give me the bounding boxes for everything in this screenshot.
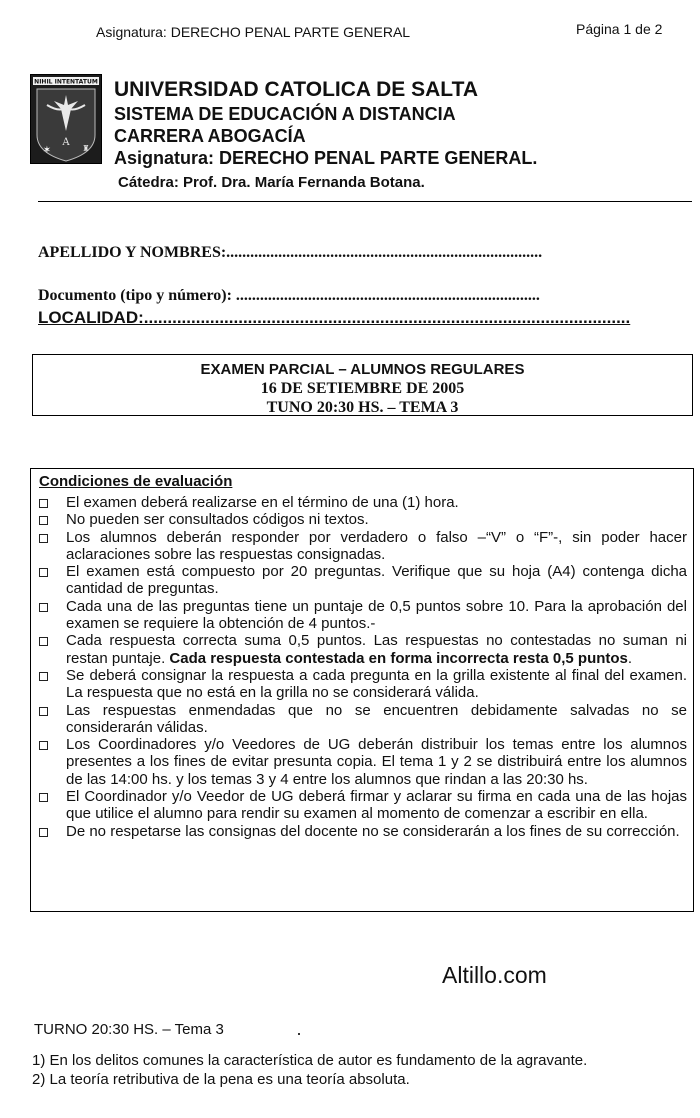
exam-shift: TUNO 20:30 HS. – TEMA 3 — [266, 399, 459, 416]
list-item: El Coordinador y/o Veedor de UG deberá firmar y aclarar su firma en cada una de las hojas que utilice el alumno para rendir su examen al momento de comenzar a escribir en ella. — [39, 788, 687, 823]
conditions-title: Condiciones de evaluación — [39, 473, 233, 490]
locality-field[interactable]: LOCALIDAD:.......................................................................................................​ — [38, 308, 631, 327]
checkbox-bullet-icon — [39, 828, 48, 837]
scan-speck — [298, 1033, 300, 1035]
question-1: 1) En los delitos comunes la característica de autor es fundamento de la agravante. — [32, 1052, 588, 1069]
list-item: De no respetarse las consignas del docente no se considerarán a los fines de su corrección. — [39, 823, 687, 840]
evaluation-conditions-box — [30, 468, 694, 912]
exam-title: EXAMEN PARCIAL – ALUMNOS REGULARES — [200, 361, 525, 378]
list-item: Las respuestas enmendadas que no se encuentren debidamente salvadas no se considerarán válidas. — [39, 702, 687, 737]
checkbox-bullet-icon — [39, 637, 48, 646]
turno-heading: TURNO 20:30 HS. – Tema 3 — [34, 1021, 224, 1038]
university-seal-icon — [30, 74, 102, 164]
checkbox-bullet-icon — [39, 534, 48, 543]
list-item: El examen deberá realizarse en el término de una (1) hora. — [39, 494, 687, 511]
list-item: El examen está compuesto por 20 preguntas. Verifique que su hoja (A4) contenga dicha cantidad de preguntas. — [39, 563, 687, 598]
svg-text:♜: ♜ — [82, 144, 90, 153]
conditions-list — [39, 494, 687, 840]
checkbox-bullet-icon — [39, 741, 48, 750]
list-item: Los alumnos deberán responder por verdadero o falso –“V” o “F”-, sin poder hacer aclaraciones sobre las respuestas consignadas. — [39, 529, 687, 564]
svg-text:✶: ✶ — [42, 145, 52, 156]
list-item: Cada una de las preguntas tiene un puntaje de 0,5 puntos sobre 10. Para la aprobación del examen se requiere la obtención de 4 puntos.- — [39, 598, 687, 633]
page-number: Página 1 de 2 — [576, 21, 663, 37]
list-item: No pueden ser consultados códigos ni textos. — [39, 511, 687, 528]
seal-motto: NIHIL INTENTATUM — [34, 78, 98, 86]
header-divider — [38, 201, 692, 202]
checkbox-bullet-icon — [39, 603, 48, 612]
education-system: SISTEMA DE EDUCACIÓN A DISTANCIA — [114, 104, 456, 124]
watermark: Altillo.com — [442, 962, 547, 988]
career: CARRERA ABOGACÍA — [114, 126, 306, 146]
exam-date: 16 DE SETIEMBRE DE 2005 — [260, 380, 465, 397]
checkbox-bullet-icon — [39, 793, 48, 802]
university-name: UNIVERSIDAD CATOLICA DE SALTA — [114, 78, 479, 101]
student-name-field[interactable]: APELLIDO Y NOMBRES:............................................................................... — [38, 244, 543, 261]
checkbox-bullet-icon — [39, 672, 48, 681]
penalty-rule: Cada respuesta contestada en forma incorrecta resta 0,5 puntos — [169, 649, 628, 667]
chair-professor: Cátedra: Prof. Dra. María Fernanda Botana. — [118, 174, 425, 191]
document-field[interactable]: Documento (tipo y número): ............................................................................ — [38, 287, 540, 304]
list-item: Los Coordinadores y/o Veedores de UG deberán distribuir los temas entre los alumnos presentes a los fines de evitar presunta copia. El tema 1 y 2 se distribuirá entre los alumnos de las 14:00 hs. y los temas 3 y 4 entre los alumnos que rindan a las 20:30 hs. — [39, 736, 687, 788]
exam-info-box — [32, 354, 693, 416]
question-2: 2) La teoría retributiva de la pena es una teoría absoluta. — [32, 1071, 410, 1088]
list-item: Cada respuesta correcta suma 0,5 puntos. Las respuestas no contestadas no suman ni restan puntaje. Cada respuesta contestada en forma incorrecta resta 0,5 puntos. — [39, 632, 687, 667]
checkbox-bullet-icon — [39, 499, 48, 508]
subject-title: Asignatura: DERECHO PENAL PARTE GENERAL. — [114, 148, 538, 168]
header-subject: Asignatura: DERECHO PENAL PARTE GENERAL — [96, 24, 411, 40]
checkbox-bullet-icon — [39, 707, 48, 716]
svg-text:A: A — [62, 137, 70, 148]
checkbox-bullet-icon — [39, 516, 48, 525]
checkbox-bullet-icon — [39, 568, 48, 577]
list-item: Se deberá consignar la respuesta a cada pregunta en la grilla existente al final del examen. La respuesta que no está en la grilla no se considerará válida. — [39, 667, 687, 702]
